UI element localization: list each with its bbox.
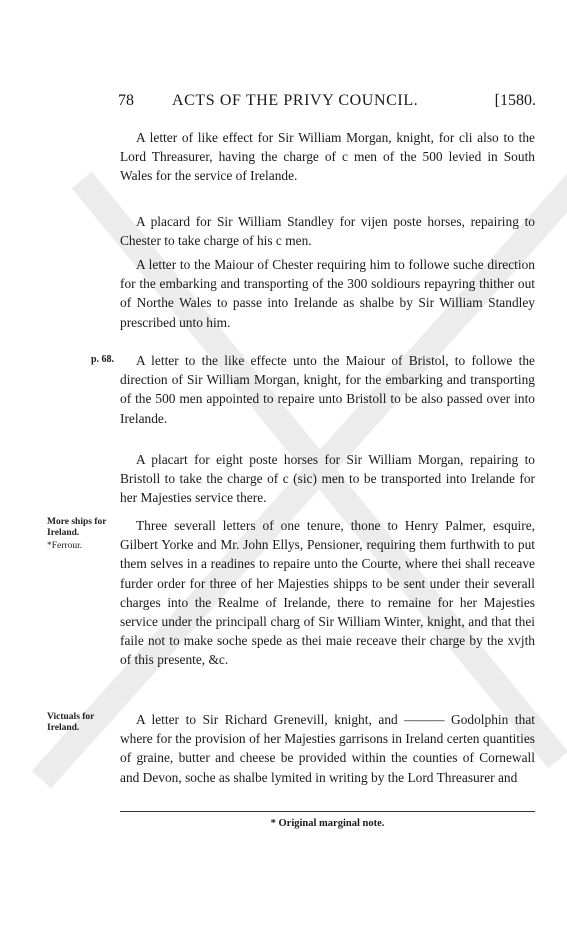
page-number: 78	[118, 92, 134, 109]
footnote-rule	[120, 811, 535, 812]
paragraph-3: A letter to the Maiour of Chester requiring him to followe suche direction for the embarking and transporting of the 300 soldiours repayring thither out of Northe Wales to passe into Irelande as shalbe by Sir William Standley prescribed unto him.	[120, 257, 535, 330]
margin-note-victuals: Victuals for Ireland.	[47, 712, 95, 733]
paragraph-2: A placard for Sir William Standley for vijen poste horses, repairing to Chester to take charge of his c men.	[120, 214, 535, 249]
footnote: * Original marginal note.	[270, 818, 385, 829]
running-header	[118, 92, 536, 116]
paragraph-5: A placart for eight poste horses for Sir William Morgan, repairing to Bristoll to take the charge of c (sic) men to be transported into Irelande for her Majesties service there.	[120, 452, 535, 506]
running-title: ACTS OF THE PRIVY COUNCIL.	[172, 92, 419, 109]
paragraph-7: A letter to Sir Richard Grenevill, knight, and ——— Godolphin that where for the provision of her Majesties garrisons in Ireland certen quantities of graine, butter and cheese be provided within the counties of Cornewall and Devon, soche as shalbe lymited in writing by the Lord Threasurer and	[120, 712, 535, 785]
paragraph-1: A letter of like effect for Sir William Morgan, knight, for cli also to the Lord Threasurer, having the charge of c men of the 500 levied in South Wales for the service of Irelande.	[120, 130, 535, 184]
margin-note-ferrour: *Ferrour.	[47, 541, 83, 551]
paragraph-4: A letter to the like effecte unto the Maiour of Bristol, to followe the direction of Sir William Morgan, knight, for the embarking and transporting of the 500 men appointed to repaire unto Bristoll to be also passed over into Irelande.	[120, 353, 535, 426]
header-year: [1580.	[494, 92, 536, 109]
margin-note-ships: More ships for Ireland.	[47, 517, 107, 538]
page-reference: p. 68.	[91, 354, 115, 365]
paragraph-6: Three severall letters of one tenure, thone to Henry Palmer, esquire, Gilbert Yorke and Mr. John Ellys, Pensioner, requiring them furthwith to put them selves in a readines to repaire unto the Courte, where thei shall receave furder order for three of her Majesties shipps to be sent under their severall charges into the Realme of Irelande, there to remaine for her Majesties service under the principall charg of Sir William Winter, knight, and that thei faile not to make soche spede as thei maie receave their charge by the xvjth of this presente, &c.	[120, 518, 535, 668]
